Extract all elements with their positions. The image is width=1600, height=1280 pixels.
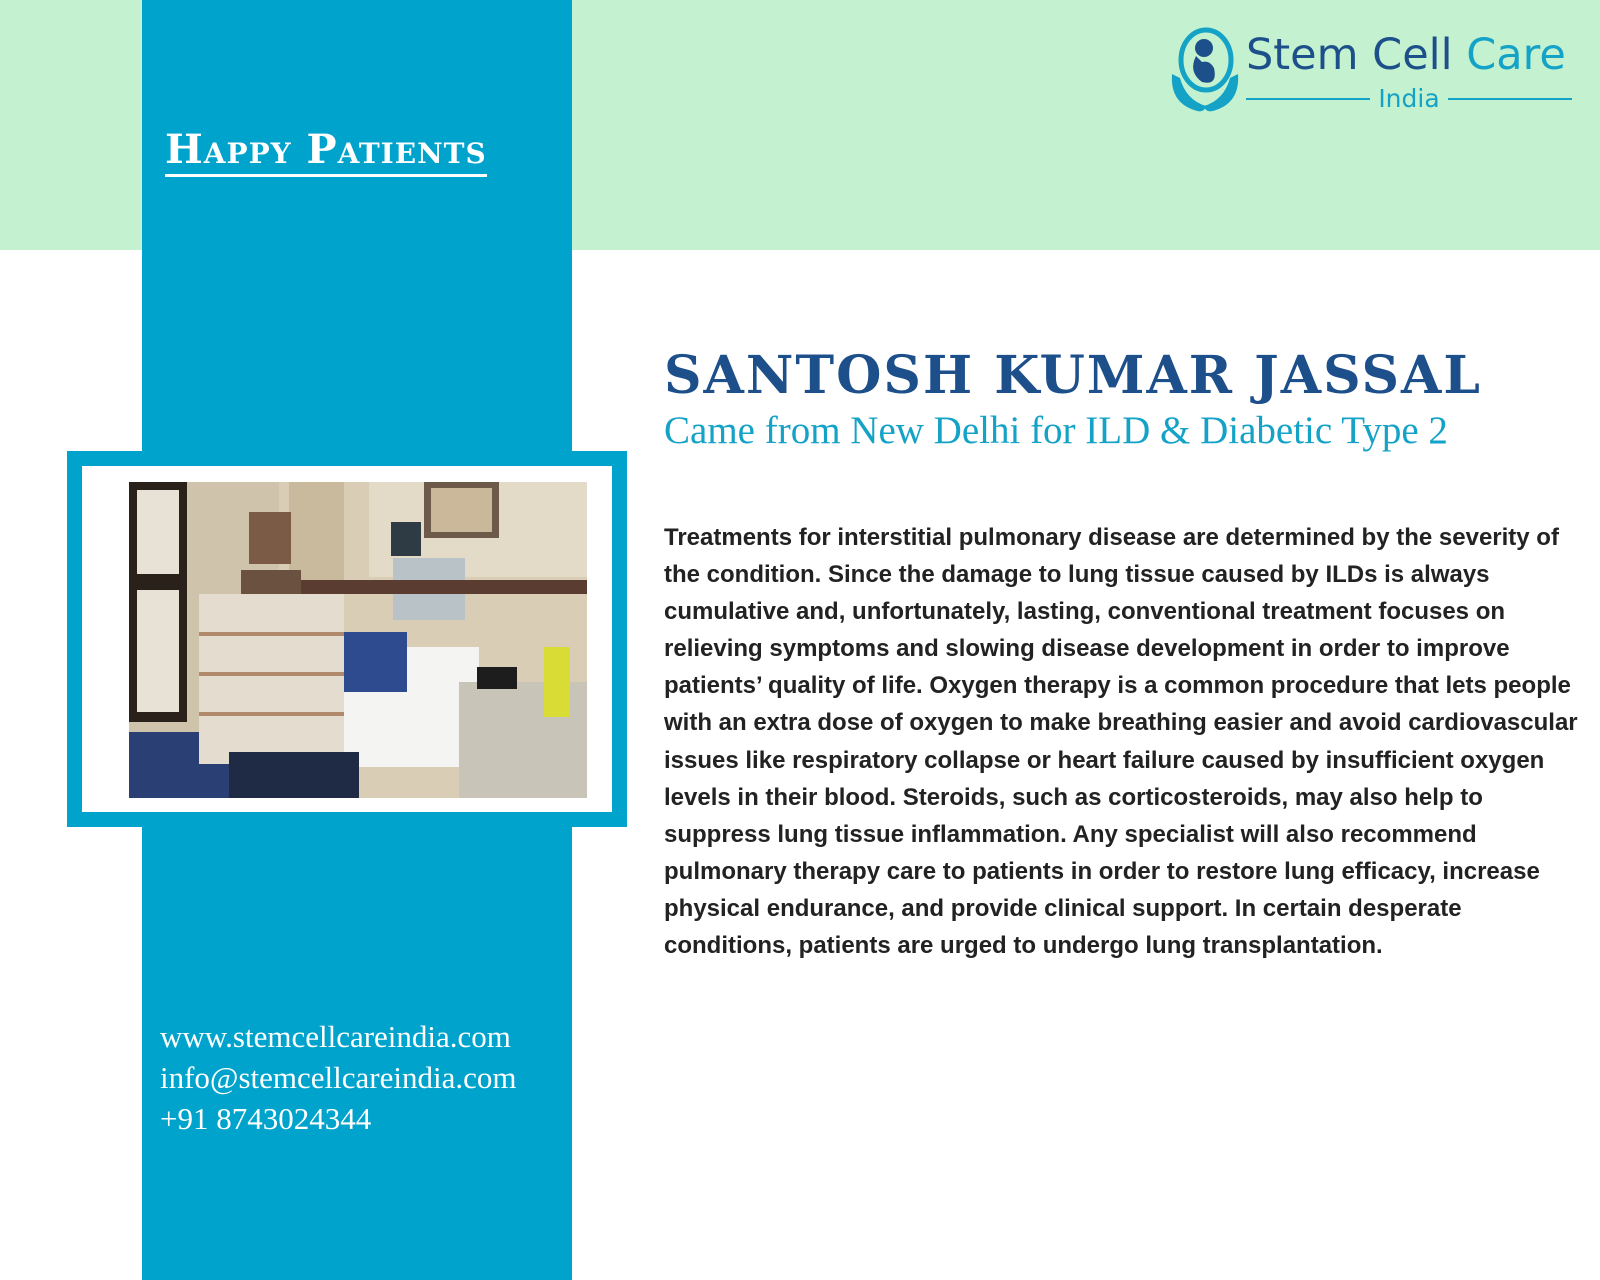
logo-subtitle-row <box>1246 84 1572 114</box>
logo-name-part1: Stem Cell <box>1246 30 1453 80</box>
phone-number[interactable]: +91 8743024344 <box>160 1101 372 1136</box>
website-link[interactable]: www.stemcellcareindia.com <box>160 1019 511 1054</box>
photo-mat <box>82 466 612 812</box>
patient-photo <box>129 482 587 798</box>
section-title: Happy Patients <box>165 128 487 177</box>
logo-wordmark <box>1246 30 1566 80</box>
patient-subtitle: Came from New Delhi for ILD & Diabetic Type 2 <box>664 409 1448 452</box>
photo-frame <box>67 451 627 827</box>
brand-logo[interactable] <box>1168 26 1578 116</box>
patient-description: Treatments for interstitial pulmonary disease are determined by the severity of the condition. Since the damage to lung tissue caused by ILDs is always cumulative and, unfortunately, lasting, conventional treatment focuses on relieving symptoms and slowing disease development in order to improve patients’ quality of life. Oxygen therapy is a common procedure that lets people with an extra dose of oxygen to make breathing easier and avoid cardiovascular issues like respiratory collapse or heart failure caused by insufficient oxygen levels in their blood. Steroids, such as corticosteroids, may also help to suppress lung tissue inflammation. Any specialist will also recommend pulmonary therapy care to patients in order to restore lung efficacy, increase physical endurance, and provide clinical support. In certain desperate conditions, patients are urged to undergo lung transplantation. <box>664 524 1578 960</box>
logo-name-part2: Care <box>1466 30 1566 80</box>
logo-divider-right <box>1448 98 1572 100</box>
contact-block <box>160 1016 517 1139</box>
email-link[interactable]: info@stemcellcareindia.com <box>160 1060 517 1095</box>
hands-embryo-logo-icon <box>1168 26 1240 116</box>
patient-name: SANTOSH KUMAR JASSAL <box>664 345 1482 406</box>
logo-subtitle: India <box>1378 84 1440 113</box>
